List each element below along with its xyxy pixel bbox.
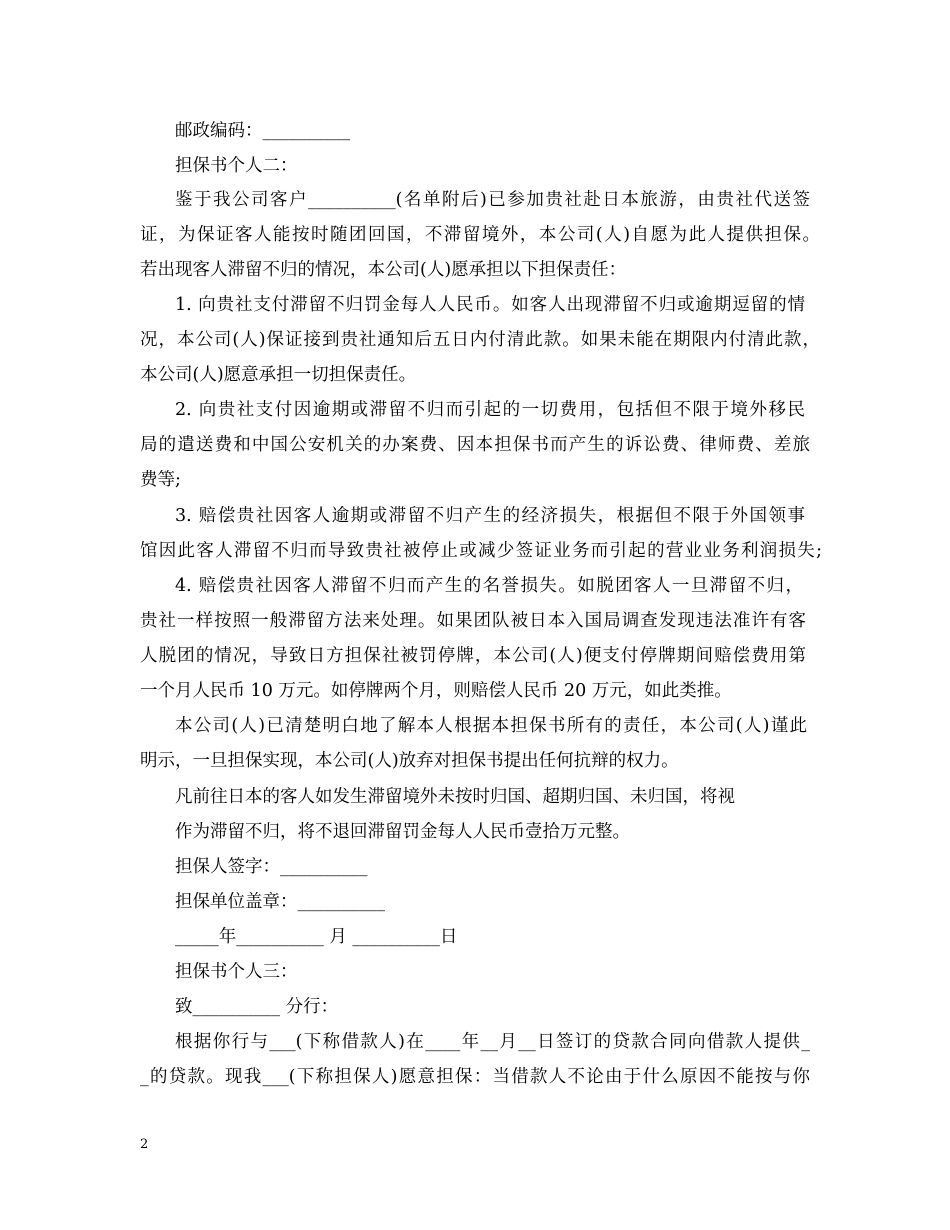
addressee-line: 致__________ 分行： (175, 997, 339, 1017)
clause-one-line: 1. 向贵社支付滞留不归罚金每人人民币。如客人出现滞留不归或逾期逗留的情 (175, 295, 805, 315)
notice-line: 凡前往日本的客人如发生滞留境外未按时归国、超期归国、未归国，将视 (175, 787, 735, 807)
clause-two-line: 2. 向贵社支付因逾期或滞留不归而引起的一切费用，包括但不限于境外移民 (175, 400, 805, 420)
paragraph-line: 根据你行与___(下称借款人)在____年__月__日签订的贷款合同向借款人提供_ (175, 1032, 810, 1052)
clause-one-line: 本公司(人)愿意承担一切担保责任。 (140, 365, 417, 385)
section-heading-two: 担保书个人二： (175, 156, 298, 176)
guarantor-signature-line: 担保人签字：__________ (175, 857, 368, 877)
paragraph-line: 若出现客人滞留不归的情况，本公司(人)愿承担以下担保责任： (140, 260, 627, 280)
notice-line: 作为滞留不归，将不退回滞留罚金每人人民币壹拾万元整。 (175, 822, 630, 842)
clause-four-line: 4. 赔偿贵社因客人滞留不归而产生的名誉损失。如脱团客人一旦滞留不归， (175, 576, 803, 596)
section-heading-three: 担保书个人三： (175, 962, 298, 982)
clause-three-line: 3. 赔偿贵社因客人逾期或滞留不归产生的经济损失，根据但不限于外国领事 (175, 506, 805, 526)
clause-one-line: 况，本公司(人)保证接到贵社通知后五日内付清此款。如果未能在期限内付清此款， (140, 330, 820, 350)
paragraph-line: _的贷款。现我___(下称担保人)愿意担保：当借款人不论由于什么原因不能按与你 (140, 1067, 810, 1087)
clause-four-line: 人脱团的情况，导致日方担保社被罚停牌，本公司(人)便支付停牌期间赔偿费用第 (140, 646, 806, 666)
statement-line: 明示，一旦担保实现，本公司(人)放弃对担保书提出任何抗辩的权力。 (140, 751, 679, 771)
paragraph-line: 证，为保证客人能按时随团回国，不滞留境外，本公司(人)自愿为此人提供担保。 (140, 225, 820, 245)
clause-four-line: 贵社一样按照一般滞留方法来处理。如果团队被日本入国局调查发现违法准许有客 (140, 611, 806, 631)
clause-four-line: 一个月人民币 10 万元。如停牌两个月，则赔偿人民币 20 万元，如此类推。 (140, 681, 732, 701)
statement-line: 本公司(人)已清楚明白地了解本人根据本担保书所有的责任，本公司(人)谨此 (175, 716, 807, 736)
date-line: _____年__________ 月 __________日 (175, 927, 458, 947)
postal-code-line: 邮政编码：__________ (175, 121, 350, 141)
paragraph-line: 鉴于我公司客户__________(名单附后)已参加贵社赴日本旅游，由贵社代送签 (175, 190, 810, 210)
guarantor-seal-line: 担保单位盖章：__________ (175, 892, 385, 912)
clause-two-line: 费等; (140, 470, 181, 490)
page-number: 2 (140, 1137, 149, 1152)
clause-three-line: 馆因此客人滞留不归而导致贵社被停止或减少签证业务而引起的营业业务利润损失; (140, 541, 822, 561)
clause-two-line: 局的遣送费和中国公安机关的办案费、因本担保书而产生的诉讼费、律师费、差旅 (140, 435, 810, 455)
